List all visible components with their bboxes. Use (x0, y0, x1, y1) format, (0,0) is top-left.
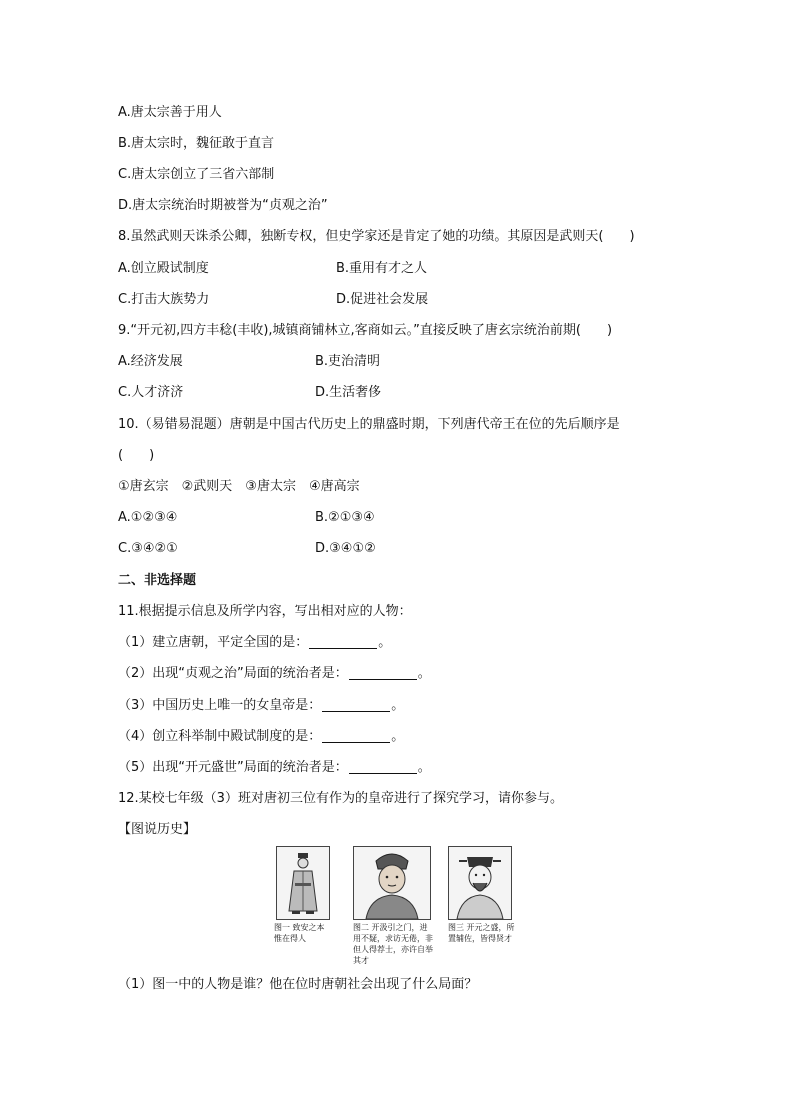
q7-option-c: C.唐太宗创立了三省六部制 (118, 167, 275, 182)
figure-3-portrait (448, 846, 512, 920)
q11-sub2: （2）出现“贞观之治”局面的统治者是： 。 (118, 666, 431, 681)
bearded-emperor-icon (449, 847, 511, 919)
figure-3-caption: 图三 开元之盛，所置辅佐，皆得贤才 (448, 923, 515, 943)
q9-option-b: B.吏治清明 (315, 354, 381, 369)
q11-stem: 11.根据提示信息及所学内容，写出相对应的人物： (118, 604, 412, 619)
q9-option-d: D.生活奢侈 (315, 385, 382, 400)
figure-2-portrait (353, 846, 431, 920)
answer-blank-1[interactable] (309, 634, 377, 649)
q7-option-d: D.唐太宗统治时期被誉为“贞观之治” (118, 198, 328, 213)
q12-sub1: （1）图一中的人物是谁？他在位时唐朝社会出现了什么局面？ (118, 977, 478, 992)
q11-sub3: （3）中国历史上唯一的女皇帝是： 。 (118, 698, 405, 713)
empress-portrait-icon (354, 847, 430, 919)
answer-blank-4[interactable] (322, 728, 390, 743)
q10-items: ①唐玄宗 ②武则天 ③唐太宗 ④唐高宗 (118, 479, 360, 494)
q11-sub1: （1）建立唐朝，平定全国的是： 。 (118, 635, 392, 650)
q9-option-a: A.经济发展 (118, 354, 183, 369)
q10-paren: ( ) (118, 448, 155, 463)
q8-option-c: C.打击大族势力 (118, 292, 210, 307)
q10-option-b: B.②①③④ (315, 510, 375, 525)
q9-option-c: C.人才济济 (118, 385, 184, 400)
q12-heading: 【图说历史】 (118, 822, 197, 837)
q8-option-a: A.创立殿试制度 (118, 261, 209, 276)
q11-sub5: （5）出现“开元盛世”局面的统治者是： 。 (118, 760, 431, 775)
answer-blank-3[interactable] (322, 697, 390, 712)
answer-blank-2[interactable] (349, 665, 417, 680)
q7-option-a: A.唐太宗善于用人 (118, 105, 222, 120)
q11-sub4: （4）创立科举制中殿试制度的是： 。 (118, 729, 405, 744)
section-title: 二、非选择题 (118, 573, 197, 588)
figure-1-caption: 图一 致安之本惟在得人 (274, 923, 325, 943)
answer-blank-5[interactable] (349, 759, 417, 774)
q8-option-d: D.促进社会发展 (336, 292, 429, 307)
q8-option-b: B.重用有才之人 (336, 261, 428, 276)
q10-option-c: C.③④②① (118, 541, 178, 556)
q8-stem: 8.虽然武则天诛杀公卿，独断专权，但史学家还是肯定了她的功绩。其原因是武则天( ) (118, 229, 635, 244)
q9-stem: 9.“开元初,四方丰稔(丰收),城镇商铺林立,客商如云。”直接反映了唐玄宗统治前期( ) (118, 323, 613, 338)
q10-option-a: A.①②③④ (118, 510, 178, 525)
q10-option-d: D.③④①② (315, 541, 376, 556)
figure-1-portrait (276, 846, 330, 920)
standing-emperor-icon (277, 847, 329, 919)
q12-stem: 12.某校七年级（3）班对唐初三位有作为的皇帝进行了探究学习，请你参与。 (118, 791, 563, 806)
figure-2-caption: 图二 开汲引之门，进用不疑，求访无倦，非但人得荐士，亦许自举其才 (353, 923, 433, 965)
q7-option-b: B.唐太宗时，魏征敢于直言 (118, 136, 275, 151)
q10-stem: 10.（易错易混题）唐朝是中国古代历史上的鼎盛时期，下列唐代帝王在位的先后顺序是 (118, 417, 620, 432)
